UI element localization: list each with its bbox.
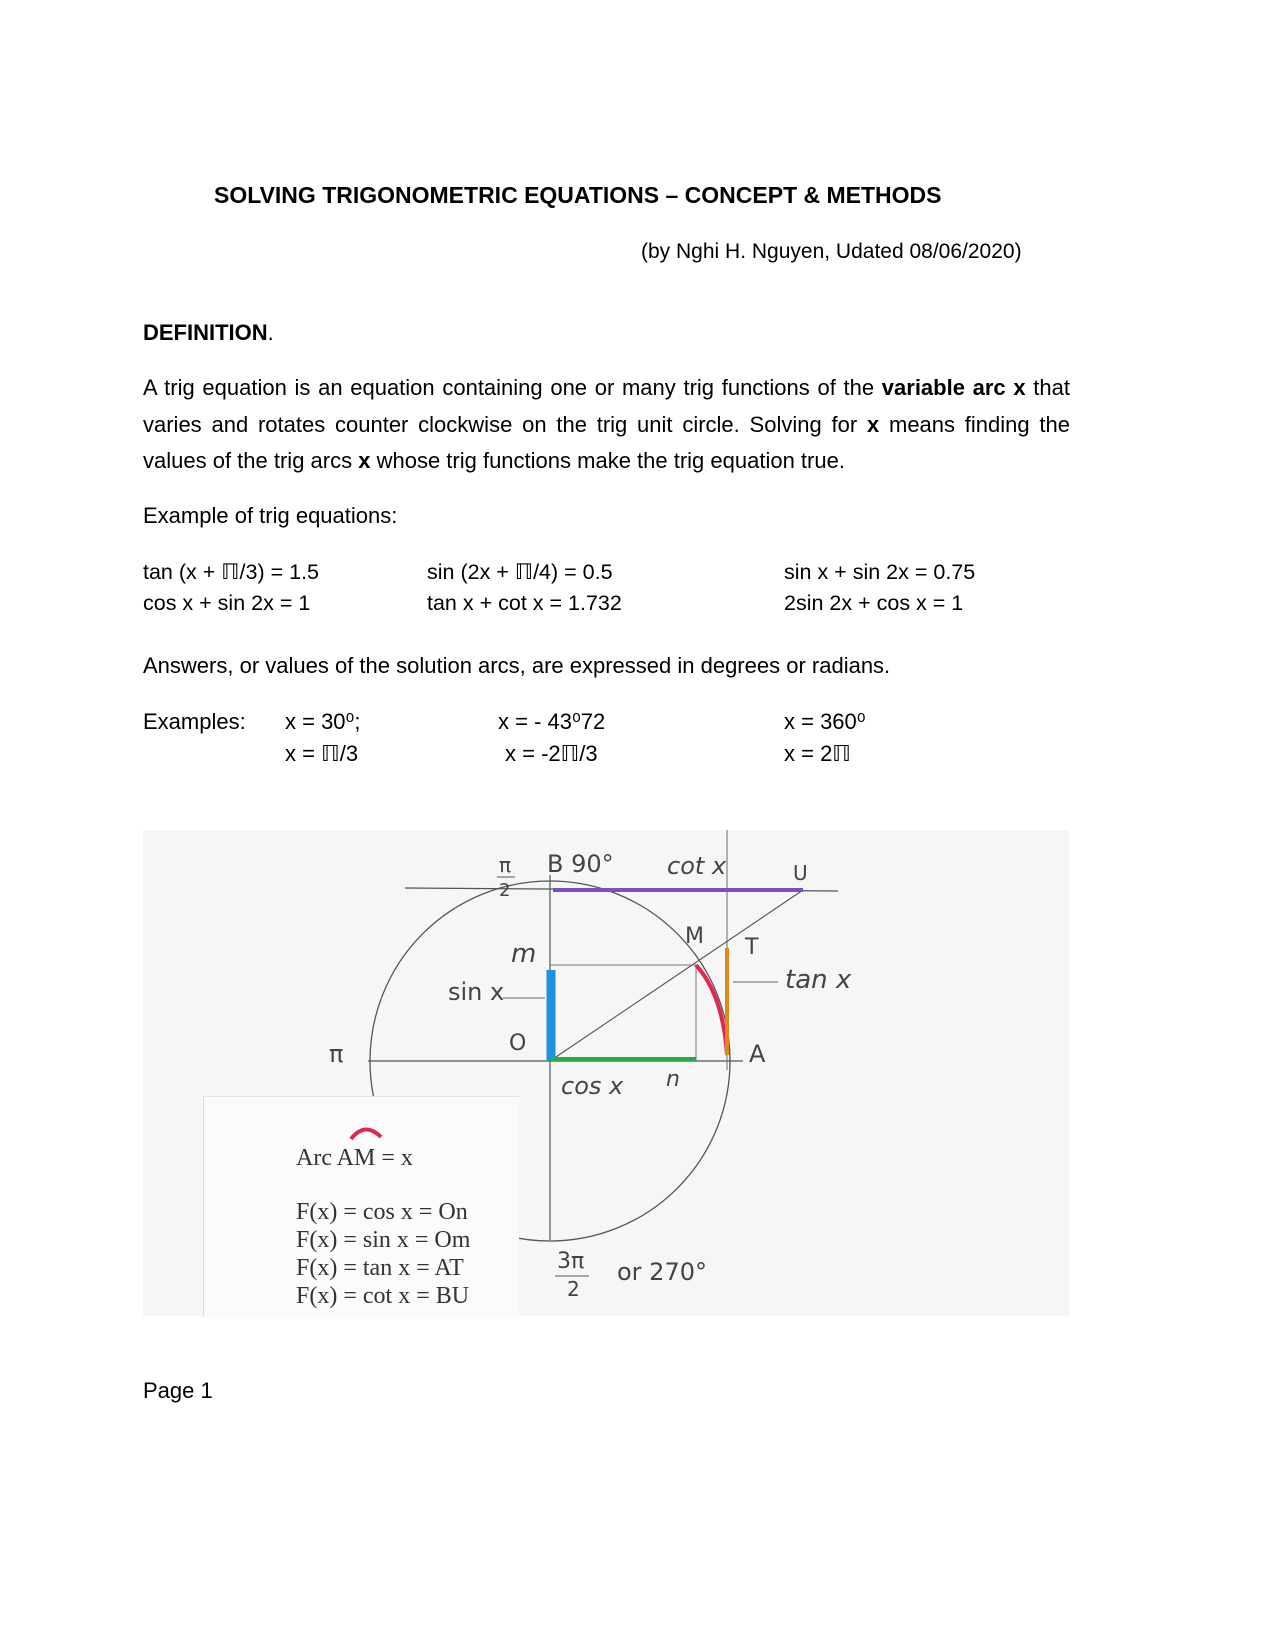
definition-heading-period: . xyxy=(267,320,274,345)
point-n-label: n xyxy=(666,1067,680,1092)
para-text-3: means finding the values of the trig arcs xyxy=(143,411,1071,473)
b-90-label: B 90° xyxy=(547,850,614,878)
para-bold-2: x xyxy=(866,411,880,437)
examples-label: Examples: xyxy=(143,709,246,734)
u-label: U xyxy=(793,861,808,885)
three-pi-half-denominator: 2 xyxy=(567,1277,580,1301)
page-number: Page 1 xyxy=(143,1378,213,1403)
function-sin-line: F(x) = sin x = Om xyxy=(296,1227,471,1253)
example-value-3: x = 360⁰ xyxy=(784,709,866,734)
cos-label: cos x xyxy=(561,1072,624,1100)
pi-label: π xyxy=(329,1040,344,1068)
unit-circle-figure xyxy=(143,830,1069,1316)
point-m-upper-label: M xyxy=(685,924,704,949)
author-byline: (by Nghi H. Nguyen, Udated 08/06/2020) xyxy=(641,240,1022,263)
definition-heading-text: DEFINITION xyxy=(143,320,268,345)
equation-1: tan (x + ℿ/3) = 1.5 xyxy=(143,560,319,584)
sin-label: sin x xyxy=(448,978,505,1006)
definition-paragraph xyxy=(143,370,1070,480)
definition-heading xyxy=(143,320,274,346)
para-bold-3: x xyxy=(358,448,371,473)
point-a-label: A xyxy=(749,1040,766,1068)
function-definitions-card xyxy=(203,1096,519,1317)
three-pi-half-numerator: 3π xyxy=(557,1249,585,1274)
function-cot-line: F(x) = cot x = BU xyxy=(296,1283,470,1309)
example-value-5: x = -2ℿ/3 xyxy=(505,741,598,766)
or-270-label: or 270° xyxy=(617,1258,707,1286)
para-text-4: whose trig functions make the trig equation true. xyxy=(370,448,845,473)
para-text-2: that varies and rotates counter clockwise on the trig unit circle. Solving for xyxy=(143,375,1070,437)
arc-symbol-curve xyxy=(351,1129,381,1139)
arc-symbol-icon xyxy=(347,1123,387,1143)
tan-label: tan x xyxy=(785,965,852,995)
example-value-1: x = 30⁰; xyxy=(285,709,361,734)
page-title: SOLVING TRIGONOMETRIC EQUATIONS – CONCEPT & METHODS xyxy=(214,182,942,208)
function-cos-line: F(x) = cos x = On xyxy=(296,1199,468,1225)
equation-3: sin x + sin 2x = 0.75 xyxy=(784,560,976,584)
arc-am-equation: Arc AM = x xyxy=(296,1145,413,1171)
answers-text: Answers, or values of the solution arcs, are expressed in degrees or radians. xyxy=(143,653,891,678)
equation-6: 2sin 2x + cos x = 1 xyxy=(784,591,964,615)
point-t-label: T xyxy=(745,935,759,960)
point-m-lower-label: m xyxy=(511,939,537,969)
radius-line xyxy=(550,890,803,1061)
examples-intro: Example of trig equations: xyxy=(143,503,398,528)
pi-half-numerator: π xyxy=(499,853,512,877)
origin-o-label: O xyxy=(509,1031,527,1056)
equation-5: tan x + cot x = 1.732 xyxy=(427,591,622,615)
para-text-1: A trig equation is an equation containing one or many trig functions of the xyxy=(143,375,882,400)
equation-2: sin (2x + ℿ/4) = 0.5 xyxy=(427,560,613,584)
example-value-2: x = - 43⁰72 xyxy=(498,709,606,734)
pi-half-denominator: 2 xyxy=(499,880,511,901)
function-tan-line: F(x) = tan x = AT xyxy=(296,1255,464,1281)
equation-4: cos x + sin 2x = 1 xyxy=(143,591,311,615)
example-value-6: x = 2ℿ xyxy=(784,741,851,766)
para-bold-1: variable arc x xyxy=(881,375,1026,400)
example-value-4: x = ℿ/3 xyxy=(285,741,359,766)
cot-label: cot x xyxy=(667,852,727,880)
